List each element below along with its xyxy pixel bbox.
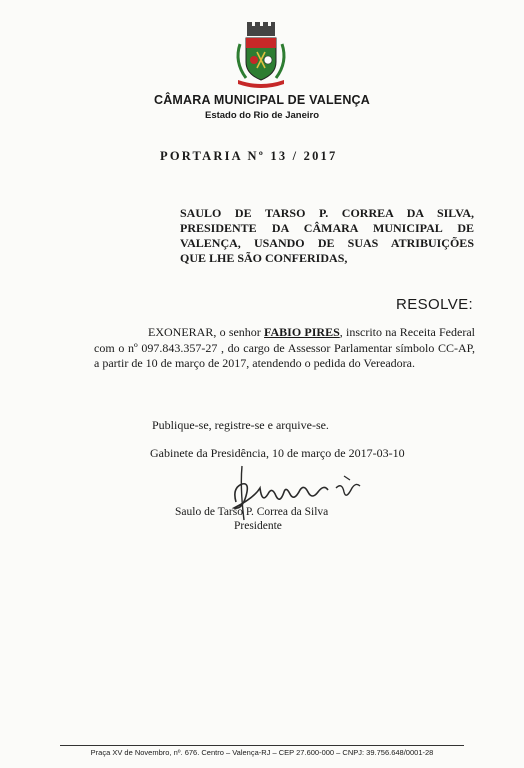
footer-divider xyxy=(60,745,464,746)
closing-formula: Publique-se, registre-se e arquive-se. xyxy=(152,418,329,432)
preamble-line: VALENÇA, USANDO DE SUAS ATRIBUIÇÕES xyxy=(180,236,474,250)
preamble-line: PRESIDENTE DA CÂMARA MUNICIPAL DE xyxy=(180,221,474,235)
preamble-line: SAULO DE TARSO P. CORREA DA SILVA, xyxy=(180,206,474,220)
signer-role: Presidente xyxy=(234,520,282,532)
signer-name: Saulo de Tarso P. Correa da Silva xyxy=(175,506,329,518)
resolve-heading: RESOLVE: xyxy=(396,296,474,313)
preamble xyxy=(180,206,474,266)
body-part1: EXONERAR, o senhor xyxy=(148,325,265,339)
body-part2: , inscrito na Receita Federal com o nº 097.843.357-27 , do cargo de Assessor Parlamentar símbolo CC-AP, a partir de 10 de março de 2017, atendendo o pedida do Vereadora. xyxy=(94,325,475,371)
preamble-line: QUE LHE SÃO CONFERIDAS, xyxy=(180,251,348,265)
municipal-coat-of-arms-icon xyxy=(232,22,290,88)
state-name: Estado do Rio de Janeiro xyxy=(204,110,320,121)
employee-name: FABIO PIRES xyxy=(264,325,340,339)
org-name: CÂMARA MUNICIPAL DE VALENÇA xyxy=(153,93,371,107)
place-date: Gabinete da Presidência, 10 de março de 2017-03-10 xyxy=(150,446,405,460)
footer-address: Praça XV de Novembro, nº. 676. Centro – Valença-RJ – CEP 27.600-000 – CNPJ: 39.756.648/0001-28 xyxy=(90,748,434,757)
document-title: PORTARIA Nº 13 / 2017 xyxy=(160,149,338,163)
resolution-body xyxy=(94,325,475,372)
